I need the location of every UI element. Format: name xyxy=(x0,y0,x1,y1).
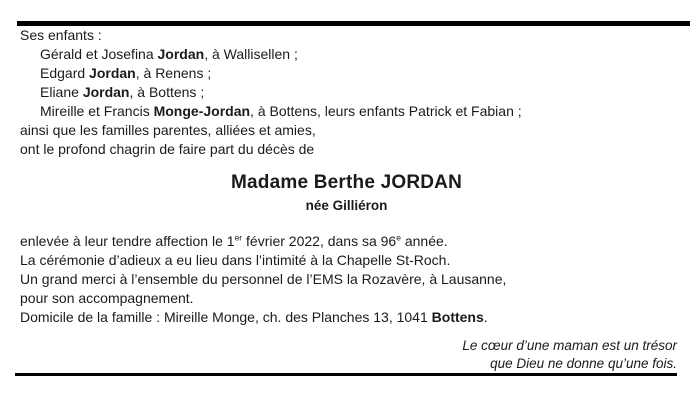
family-child-line: Gérald et Josefina Jordan, à Wallisellen ; xyxy=(40,46,298,62)
detail-line: pour son accompagnement. xyxy=(20,290,194,306)
family-intro-line: Ses enfants : xyxy=(20,27,102,43)
family-section xyxy=(20,26,673,159)
family-child-line: Mireille et Francis Monge-Jordan, à Bottens, leurs enfants Patrick et Fabian ; xyxy=(40,103,522,119)
family-closing-line: ainsi que les familles parentes, alliées et amies, xyxy=(20,122,316,138)
family-child-line: Edgard Jordan, à Renens ; xyxy=(40,65,212,81)
deceased-name-block xyxy=(0,171,693,215)
quote-line: que Dieu ne donne qu’une fois. xyxy=(490,356,677,371)
detail-line: La cérémonie d’adieux a eu lieu dans l’intimité à la Chapelle St-Roch. xyxy=(20,252,451,268)
deceased-name: Madame Berthe JORDAN xyxy=(231,172,462,193)
detail-line: Un grand merci à l’ensemble du personnel de l’EMS la Rozavère, à Lausanne, xyxy=(20,271,507,287)
quote-line: Le cœur d’une maman est un trésor xyxy=(462,338,677,353)
deceased-maiden-name: née Gilliéron xyxy=(305,198,388,213)
bottom-rule xyxy=(15,373,677,376)
family-closing-line: ont le profond chagrin de faire part du décès de xyxy=(20,141,315,157)
detail-line: Domicile de la famille : Mireille Monge, ch. des Planches 13, 1041 Bottens. xyxy=(20,309,488,325)
family-child-line: Eliane Jordan, à Bottens ; xyxy=(40,84,205,100)
detail-line: enlevée à leur tendre affection le 1er février 2022, dans sa 96e année. xyxy=(20,232,448,249)
details-section xyxy=(20,232,679,327)
memorial-quote xyxy=(462,337,677,373)
